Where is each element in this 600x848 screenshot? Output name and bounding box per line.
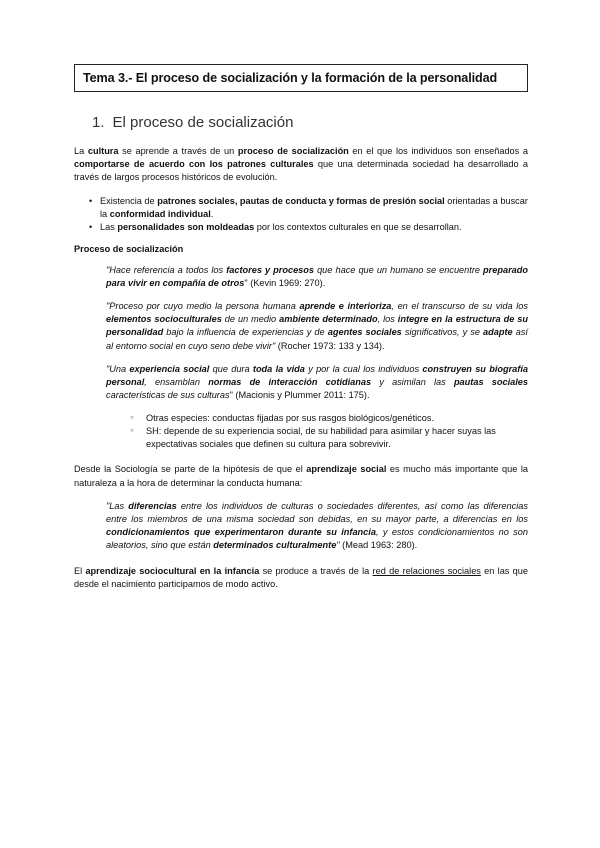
subheading: Proceso de socialización	[74, 243, 184, 254]
sociology-paragraph: Desde la Sociología se parte de la hipótesis de que el aprendizaje social es mucho más importante que la naturaleza a la hora de determinar la conducta humana:	[74, 464, 529, 488]
list-item: • Existencia de patrones sociales, pautas de conducta y formas de presión social orientadas a buscar la conformidad individual.	[90, 195, 528, 221]
list-item: ○ Otras especies: conductas fijadas por sus rasgos biológicos/genéticos.	[132, 412, 528, 425]
quote-mead: "Las diferencias entre los individuos de culturas o sociedades diferentes, así como las diferencias entre los miembros de una misma sociedad son debidas, en su mayor parte, a diferencias en los condicionamientos que experimentaron durante su infancia, y estos condicionamientos no son aleatorios, sino que están determinados culturalmente" (Mead 1963: 280).	[106, 500, 528, 551]
document-title: Tema 3.- El proceso de socialización y la formación de la personalidad	[74, 64, 528, 92]
quote-rocher: "Proceso por cuyo medio la persona humana aprende e interioriza, en el transcurso de su vida los elementos socioculturales de un medio ambiente determinado, los integre en la estructura de su personalidad bajo la influencia de experiencias y de agentes sociales significativos, y se adapte así al entorno social en cuyo seno debe vivir" (Rocher 1973: 133 y 134).	[106, 301, 528, 351]
section-title: El proceso de socialización	[112, 114, 294, 131]
quote-kevin: "Hace referencia a todos los factores y procesos que hace que un humano se encuentre preparado para vivir en compañía de otros" (Kevin 1969: 270).	[106, 264, 528, 288]
section-number: 1.	[92, 114, 105, 131]
circle-list	[74, 412, 528, 451]
list-item: • Las personalidades son moldeadas por los contextos culturales en que se desarrollan.	[90, 221, 528, 234]
bullet-list	[74, 195, 528, 234]
quote-macionis: "Una experiencia social que dura toda la vida y por la cual los individuos construyen su biografía personal, ensamblan normas de interacción cotidianas y asimilan las pautas sociales características de sus culturas" (Macionis y Plummer 2011: 175).	[106, 363, 529, 401]
document-page	[74, 64, 528, 591]
intro-paragraph: La cultura se aprende a través de un proceso de socialización en el que los individuos son enseñados a comportarse de acuerdo con los patrones culturales que una determinada sociedad ha desarrollado a través de largos procesos históricos de evolución.	[74, 146, 528, 183]
section-heading	[92, 114, 528, 131]
list-item: ○ SH: depende de su experiencia social, de su habilidad para asimilar y hacer suyas las expectativas sociales que definen su cultura para sobrevivir.	[132, 425, 528, 451]
final-paragraph: El aprendizaje sociocultural en la infancia se produce a través de la red de relaciones sociales en las que desde el nacimiento participamos de modo activo.	[74, 565, 528, 589]
